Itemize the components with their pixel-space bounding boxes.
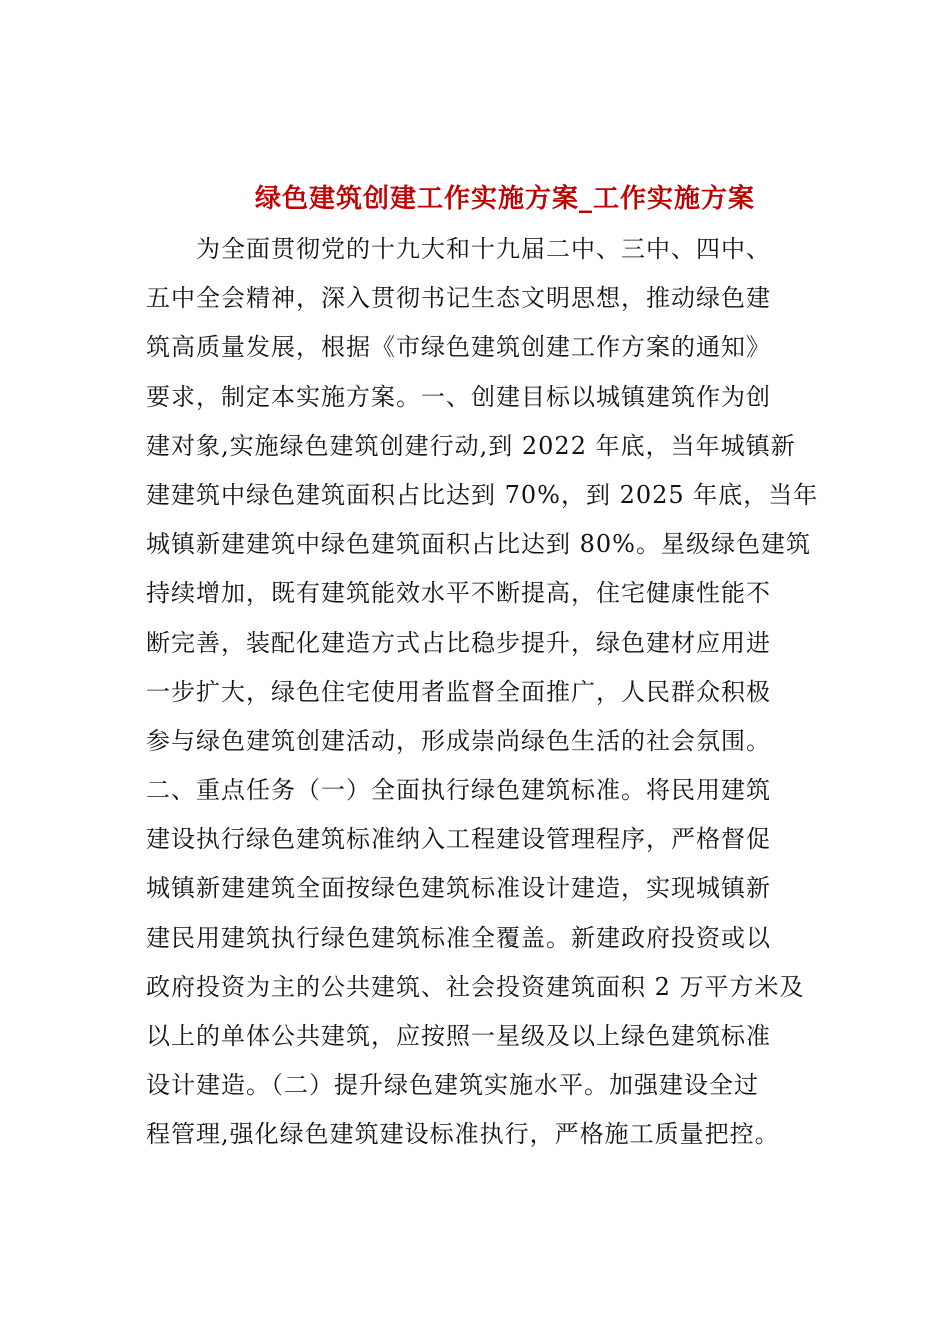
body-line: 要求，制定本实施方案。一、创建目标以城镇建筑作为创 <box>146 382 771 411</box>
body-line: 断完善，装配化建造方式占比稳步提升，绿色建材应用进 <box>146 628 771 657</box>
body-line: 筑高质量发展，根据《市绿色建筑创建工作方案的通知》 <box>146 333 771 362</box>
body-line: 一步扩大，绿色住宅使用者监督全面推广，人民群众积极 <box>146 677 771 706</box>
body-line: 政府投资为主的公共建筑、社会投资建筑面积 2 万平方米及 <box>146 972 805 1001</box>
body-line: 为全面贯彻党的十九大和十九届二中、三中、四中、 <box>196 235 771 263</box>
body-line: 持续增加，既有建筑能效水平不断提高，住宅健康性能不 <box>146 579 771 608</box>
body-line: 以上的单体公共建筑，应按照一星级及以上绿色建筑标准 <box>146 1022 771 1050</box>
document-body <box>146 225 826 1160</box>
body-line: 建设执行绿色建筑标准纳入工程建设管理程序，严格督促 <box>146 825 771 854</box>
body-line: 设计建造。（二）提升绿色建筑实施水平。加强建设全过 <box>146 1071 759 1100</box>
body-line: 参与绿色建筑创建活动，形成崇尚绿色生活的社会氛围。 <box>146 726 771 755</box>
body-line: 城镇新建建筑中绿色建筑面积占比达到 80%。星级绿色建筑 <box>146 530 811 559</box>
body-line: 建民用建筑执行绿色建筑标准全覆盖。新建政府投资或以 <box>146 923 771 952</box>
body-line: 城镇新建建筑全面按绿色建筑标准设计建造，实现城镇新 <box>146 874 771 903</box>
body-line: 建对象,实施绿色建筑创建行动,到 2022 年底，当年城镇新 <box>146 431 796 460</box>
body-line: 程管理,强化绿色建筑建设标准执行，严格施工质量把控。 <box>146 1120 780 1149</box>
body-line: 五中全会精神，深入贯彻书记生态文明思想，推动绿色建 <box>146 284 771 313</box>
body-line: 二、重点任务（一）全面执行绿色建筑标准。将民用建筑 <box>146 776 771 805</box>
body-line: 建建筑中绿色建筑面积占比达到 70%，到 2025 年底，当年 <box>146 480 819 509</box>
document-title: 绿色建筑创建工作实施方案_工作实施方案 <box>254 184 755 214</box>
